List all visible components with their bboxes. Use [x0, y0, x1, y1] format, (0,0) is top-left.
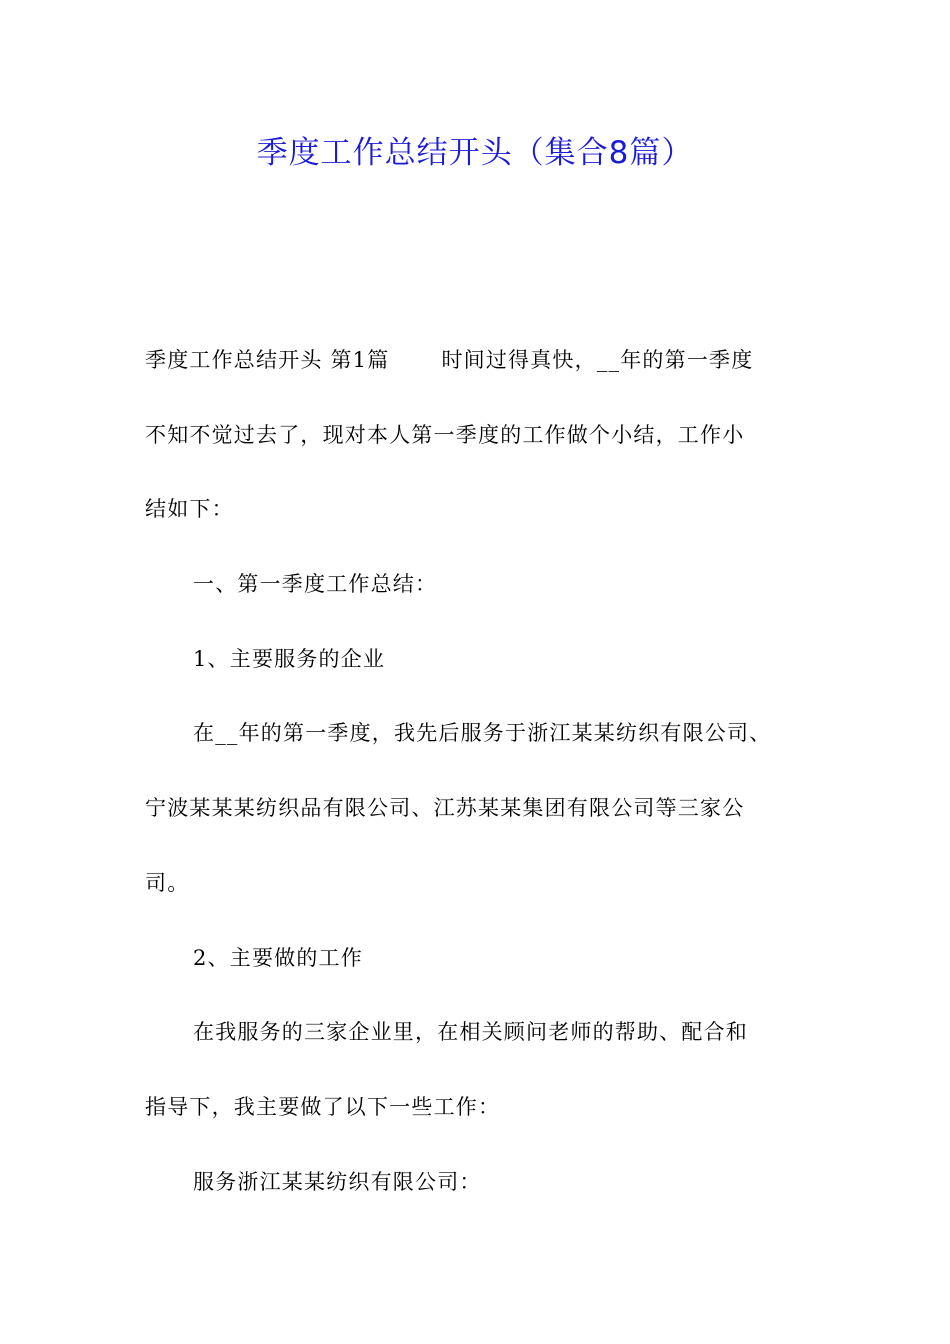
paragraph-line — [145, 323, 815, 398]
document-title: 季度工作总结开头（集合8篇） — [256, 135, 694, 171]
paragraph-line: 不知不觉过去了，现对本人第一季度的工作做个小结，工作小 — [145, 422, 745, 447]
paragraph-line: 结如下： — [145, 497, 234, 522]
subheading-line: 1、主要服务的企业 — [193, 646, 386, 671]
paragraph-line: 指导下，我主要做了以下一些工作： — [145, 1094, 501, 1119]
paragraph-line: 在我服务的三家企业里，在相关顾问老师的帮助、配合和 — [193, 1020, 748, 1045]
paragraph-line: 服务浙江某某纺织有限公司： — [193, 1169, 482, 1194]
paragraph-line: 在__年的第一季度，我先后服务于浙江某某纺织有限公司、 — [193, 721, 772, 746]
paragraph-text: 时间过得真快，__年的第一季度 — [441, 348, 754, 372]
document-body — [145, 323, 815, 1219]
subheading-line: 2、主要做的工作 — [193, 945, 363, 970]
paragraph-line: 宁波某某某纺织品有限公司、江苏某某集团有限公司等三家公 — [145, 796, 745, 821]
section-heading: 季度工作总结开头 第1篇 — [145, 348, 390, 372]
subheading-line: 一、第一季度工作总结： — [193, 572, 438, 597]
paragraph-line: 司。 — [145, 870, 190, 895]
